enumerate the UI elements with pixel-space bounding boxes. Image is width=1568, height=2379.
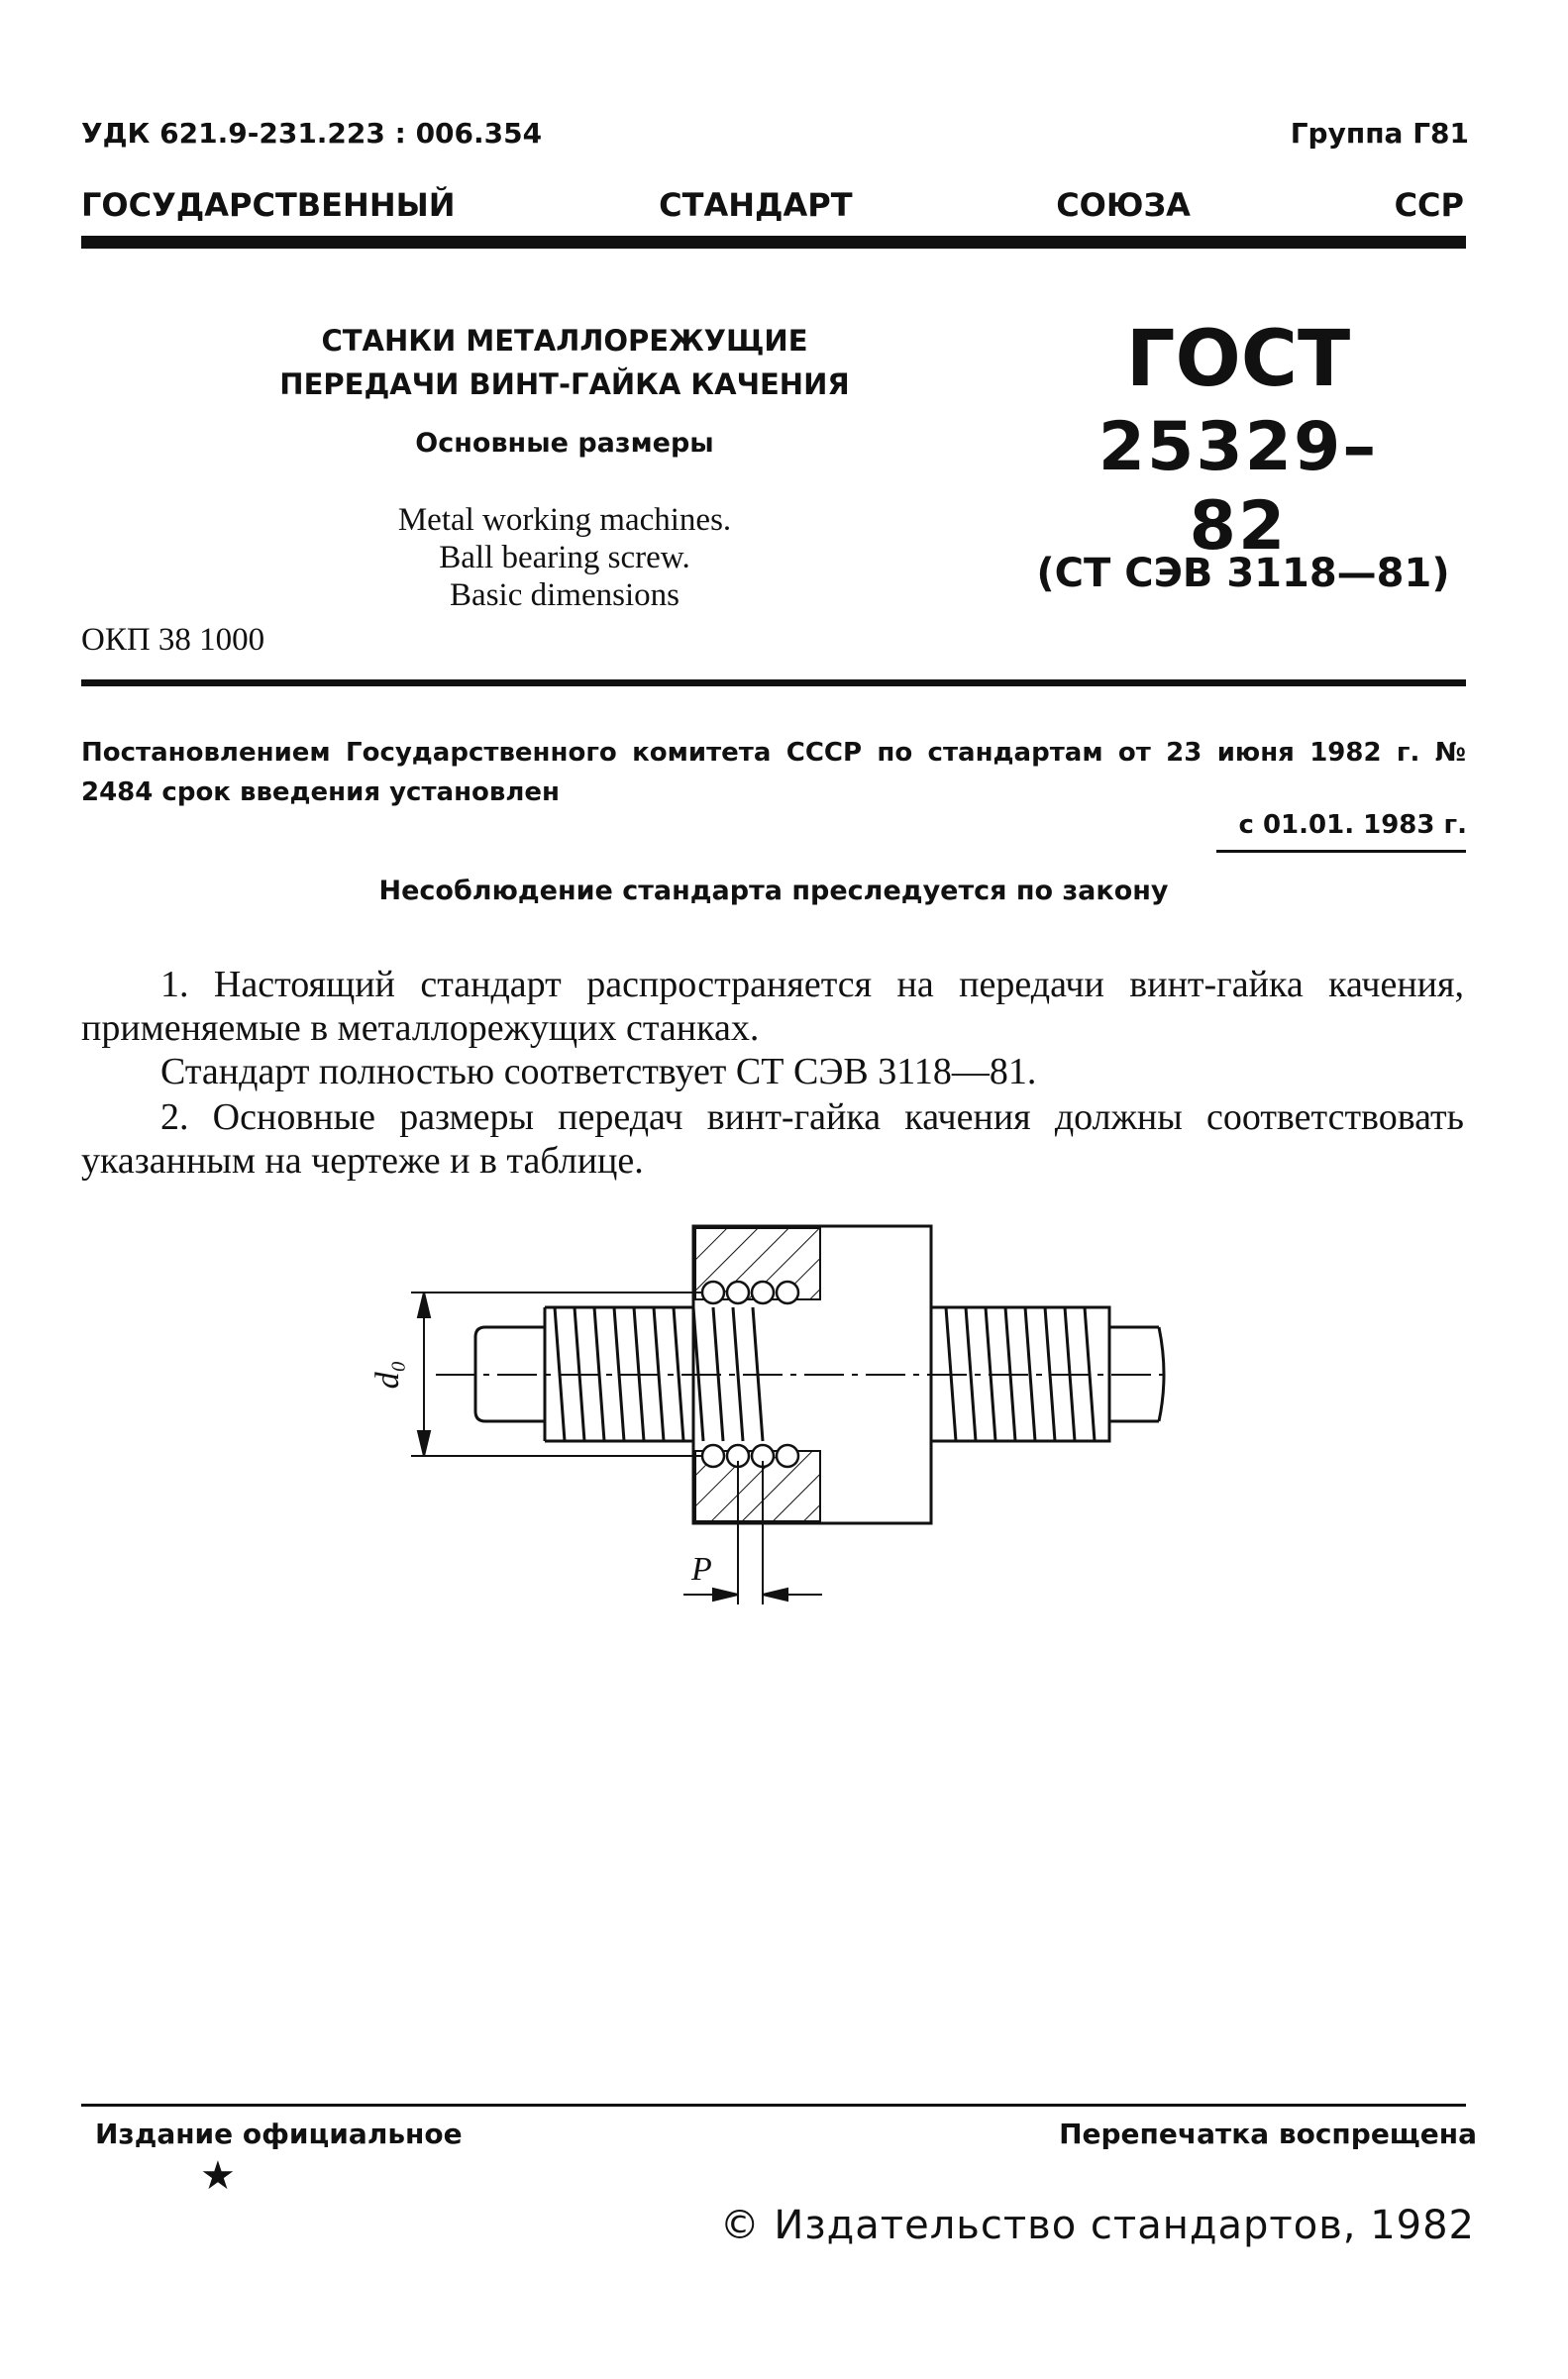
footer-rule [81,2104,1466,2107]
pitch-label: P [691,1551,712,1588]
publisher-copyright: © Издательство стандартов, 1982 [719,2203,1475,2248]
document-title [258,319,872,406]
date-underline [1216,850,1466,853]
ball-screw-drawing [369,1208,1169,1639]
st-sev-reference: (СТ СЭВ 3118—81) [1036,551,1450,596]
paragraph-1: 1. Настоящий стандарт распространяется на передачи винт-гайка качения, применяемые в металлорежущих станках. [81,964,1464,1049]
title-line-1: СТАНКИ МЕТАЛЛОРЕЖУЩИЕ [321,324,808,358]
document-subtitle: Основные размеры [415,428,714,459]
english-title-line-1: Metal working machines. [397,502,732,538]
banner-word: СТАНДАРТ [659,186,853,224]
banner-word: ГОСУДАРСТВЕННЫЙ [81,186,456,224]
ball-screw-svg [369,1208,1169,1634]
banner-word: ССР [1394,186,1464,224]
english-title [297,501,832,614]
d0-label: d₀ [369,1360,406,1390]
title-rule [81,679,1466,686]
banner-word: СОЮЗА [1056,186,1191,224]
effective-date: с 01.01. 1983 г. [1238,810,1467,840]
law-notice: Несоблюдение стандарта преследуется по закону [378,876,1169,906]
reprint-notice: Перепечатка воспрещена [1059,2118,1477,2150]
english-title-line-2: Ball bearing screw. [439,540,690,575]
paragraph-2: 2. Основные размеры передач винт-гайка качения должны соответствовать указанным на чертеже и в таблице. [81,1096,1464,1182]
english-title-line-3: Basic dimensions [450,577,679,613]
star-icon: ★ [200,2153,236,2199]
state-standard-banner [81,186,1464,224]
okp-code: ОКП 38 1000 [81,622,265,658]
title-line-2: ПЕРЕДАЧИ ВИНТ-ГАЙКА КАЧЕНИЯ [279,367,850,401]
group-code: Группа Г81 [1290,117,1469,150]
gost-label: ГОСТ [1125,315,1351,404]
udk-code: УДК 621.9-231.223 : 006.354 [81,117,543,150]
official-edition: Издание официальное [95,2118,463,2150]
paragraph-1-note: Стандарт полностью соответствует СТ СЭВ 3118—81. [160,1051,1037,1092]
header-rule [81,236,1466,249]
decree-text: Постановлением Государственного комитета СССР по стандартам от 23 июня 1982 г. № 2484 срок введения установлен [81,738,1466,807]
gost-number: 25329–82 [1098,408,1379,566]
